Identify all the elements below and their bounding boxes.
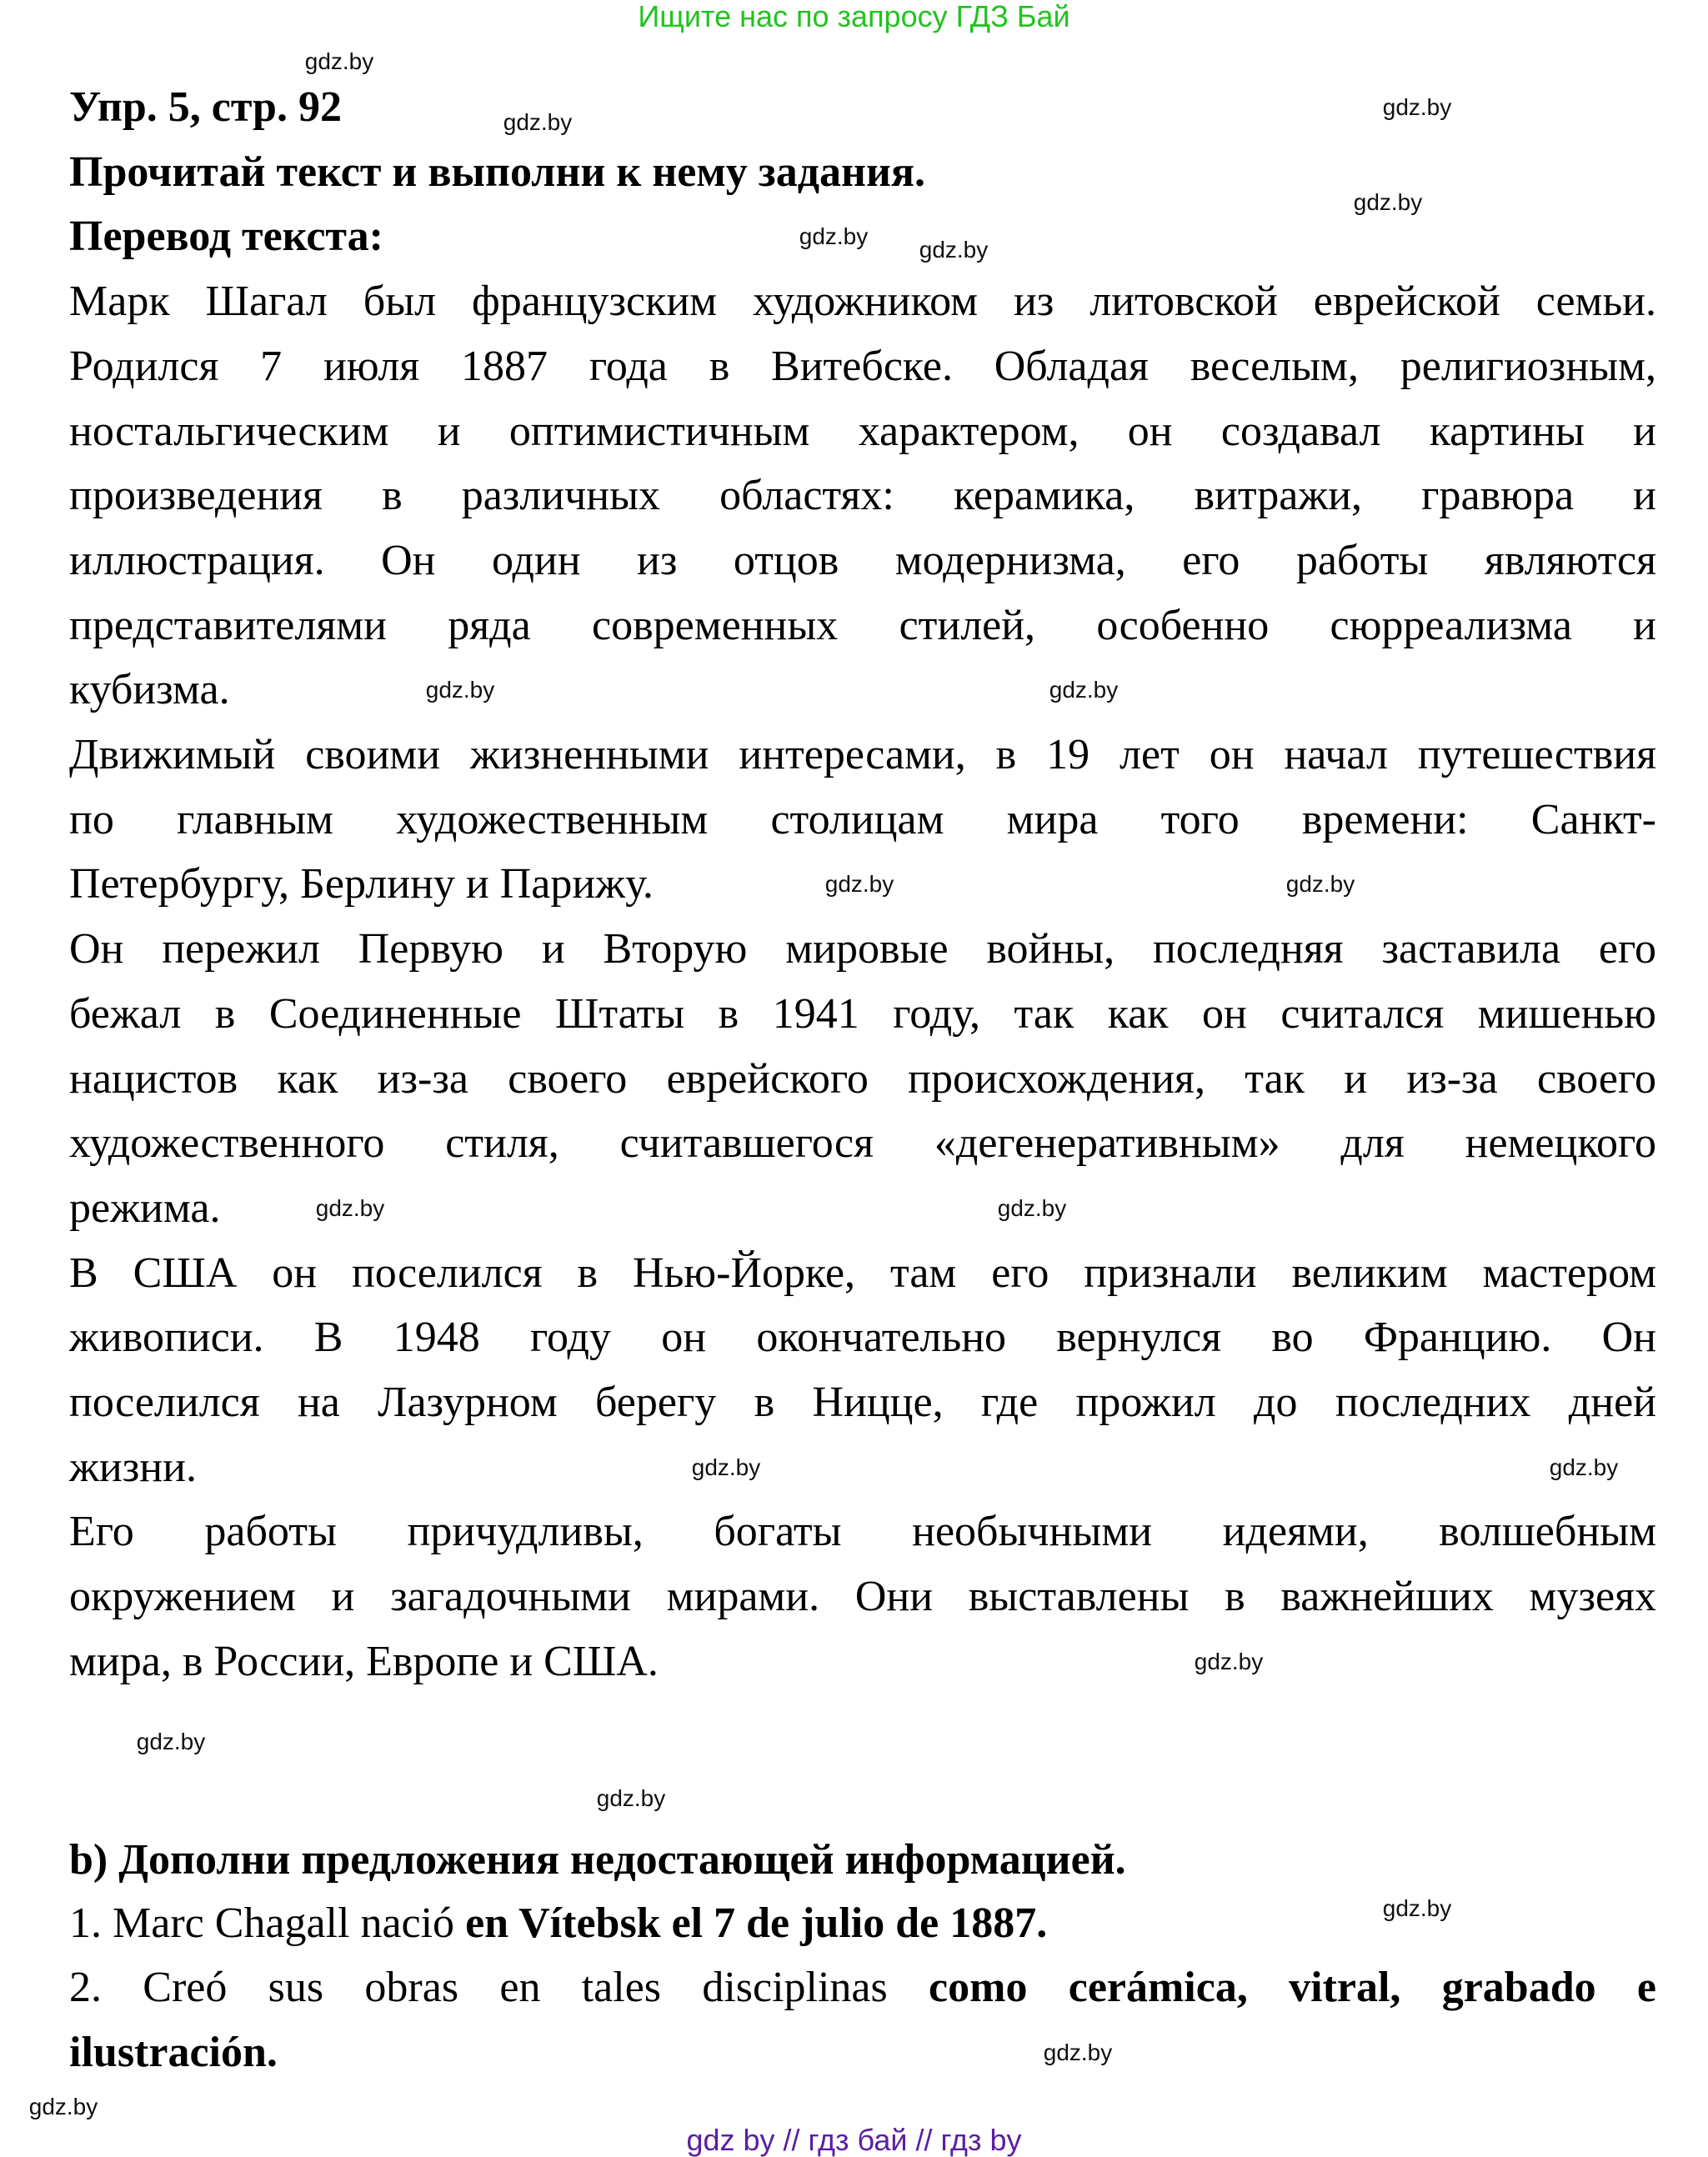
text-line <box>69 1629 1656 1694</box>
text-segment: режима. <box>69 1184 221 1232</box>
watermark-text: gdz.by <box>1549 1454 1619 1480</box>
watermark-text: gdz.by <box>799 223 869 249</box>
text-line <box>69 658 1656 723</box>
text-segment: мира, в России, Европе и США. <box>69 1637 659 1685</box>
watermark-text: gdz.by <box>691 1454 761 1480</box>
text-line <box>69 1305 1656 1370</box>
text-line <box>69 269 1656 334</box>
text-line <box>69 1047 1656 1112</box>
watermark-text: gdz.by <box>315 1195 385 1221</box>
watermark-text: gdz.by <box>304 48 374 74</box>
text-segment: поселился на Лазурном берегу в Ницце, где прожил до последних дней <box>69 1379 1656 1426</box>
text-line <box>69 528 1656 593</box>
watermark-text: gdz.by <box>28 2094 98 2119</box>
text-line <box>69 1499 1656 1564</box>
text-line <box>69 1241 1656 1306</box>
text-segment: Перевод текста: <box>69 213 383 261</box>
text-segment: 2. Creó sus obras en tales disciplinas <box>69 1964 929 2011</box>
text-line <box>69 593 1656 658</box>
text-segment: нацистов как из-за своего еврейского происхождения, так и из-за своего <box>69 1054 1656 1103</box>
text-segment: b) Дополни предложения недостающей информацией. <box>69 1836 1126 1884</box>
text-line <box>69 982 1656 1047</box>
answer-text: ilustración. <box>69 2029 278 2076</box>
text-segment: живописи. В 1948 году он окончательно вернулся во Францию. Он <box>69 1314 1656 1362</box>
text-segment: бежал в Соединенные Штаты в 1941 году, так как он считался мишенью <box>69 989 1656 1038</box>
text-line <box>69 2020 1656 2085</box>
watermark-text: gdz.by <box>136 1729 206 1754</box>
text-line <box>69 463 1656 528</box>
text-segment: по главным художественным столицам мира того времени: Санкт- <box>69 795 1656 843</box>
text-segment: художественного стиля, считавшегося «дегенеративным» для немецкого <box>69 1119 1656 1168</box>
text-segment: жизни. <box>69 1443 197 1491</box>
text-segment: ностальгическим и оптимистичным характером, он создавал картины и <box>69 407 1656 455</box>
text-segment: окружением и загадочными мирами. Они выставлены в важнейших музеях <box>69 1573 1656 1621</box>
text-line <box>69 788 1656 853</box>
watermark-text: gdz.by <box>919 237 989 263</box>
text-segment: Упр. 5, стр. 92 <box>69 83 342 131</box>
text-segment: иллюстрация. Он один из отцов модернизма, его работы являются <box>69 536 1656 584</box>
text-line <box>69 723 1656 788</box>
text-segment: Он пережил Первую и Вторую мировые войны, последняя заставила его <box>69 925 1656 973</box>
text-segment: Родился 7 июля 1887 года в Витебске. Обладая веселым, религиозным, <box>69 342 1656 390</box>
footer-links: gdz by // гдз бай // гдз by <box>686 2123 1022 2157</box>
watermark-text: gdz.by <box>1382 1895 1452 1921</box>
watermark-text: gdz.by <box>1382 94 1452 120</box>
text-segment: 1. Marc Chagall nació <box>69 1899 466 1947</box>
text-segment: Прочитай текст и выполни к нему задания. <box>69 148 926 196</box>
watermark-text: gdz.by <box>1194 1649 1264 1674</box>
watermark-text: gdz.by <box>425 677 495 703</box>
text-line <box>69 1435 1656 1500</box>
text-line <box>69 917 1656 982</box>
text-line <box>69 1370 1656 1435</box>
watermark-text: gdz.by <box>1353 189 1423 215</box>
text-segment: Петербургу, Берлину и Парижу. <box>69 860 654 908</box>
text-segment: представителями ряда современных стилей, особенно сюрреализма и <box>69 601 1656 649</box>
text-segment: произведения в различных областях: керамика, витражи, гравюра и <box>69 472 1656 520</box>
text-line <box>69 1111 1656 1176</box>
text-line <box>69 334 1656 399</box>
watermark-text: gdz.by <box>997 1195 1067 1221</box>
watermark-text: gdz.by <box>1049 677 1119 703</box>
text-segment: кубизма. <box>69 666 230 714</box>
watermark-text: gdz.by <box>596 1785 666 1811</box>
text-line <box>69 1176 1656 1241</box>
answer-text: como cerámica, vitral, grabado e <box>929 1964 1656 2011</box>
watermark-text: gdz.by <box>1285 871 1355 897</box>
text-segment: Марк Шагал был французским художником из литовской еврейской семьи. <box>69 278 1656 326</box>
answer-text: en Vítebsk el 7 de julio de 1887. <box>465 1899 1048 1947</box>
watermark-text: gdz.by <box>824 871 894 897</box>
heading-line <box>69 1828 1656 1893</box>
text-line <box>69 1564 1656 1629</box>
text-segment: Движимый своими жизненными интересами, в 19 лет он начал путешествия <box>69 731 1656 778</box>
text-segment: Его работы причудливы, богаты необычными идеями, волшебным <box>69 1508 1656 1556</box>
text-segment: В США он поселился в Нью-Йорке, там его признали великим мастером <box>69 1249 1656 1297</box>
watermark-text: gdz.by <box>503 109 573 135</box>
search-banner: Ищите нас по запросу ГДЗ Бай <box>638 0 1070 33</box>
watermark-text: gdz.by <box>1043 2039 1113 2065</box>
text-line <box>69 399 1656 464</box>
text-line <box>69 1955 1656 2020</box>
